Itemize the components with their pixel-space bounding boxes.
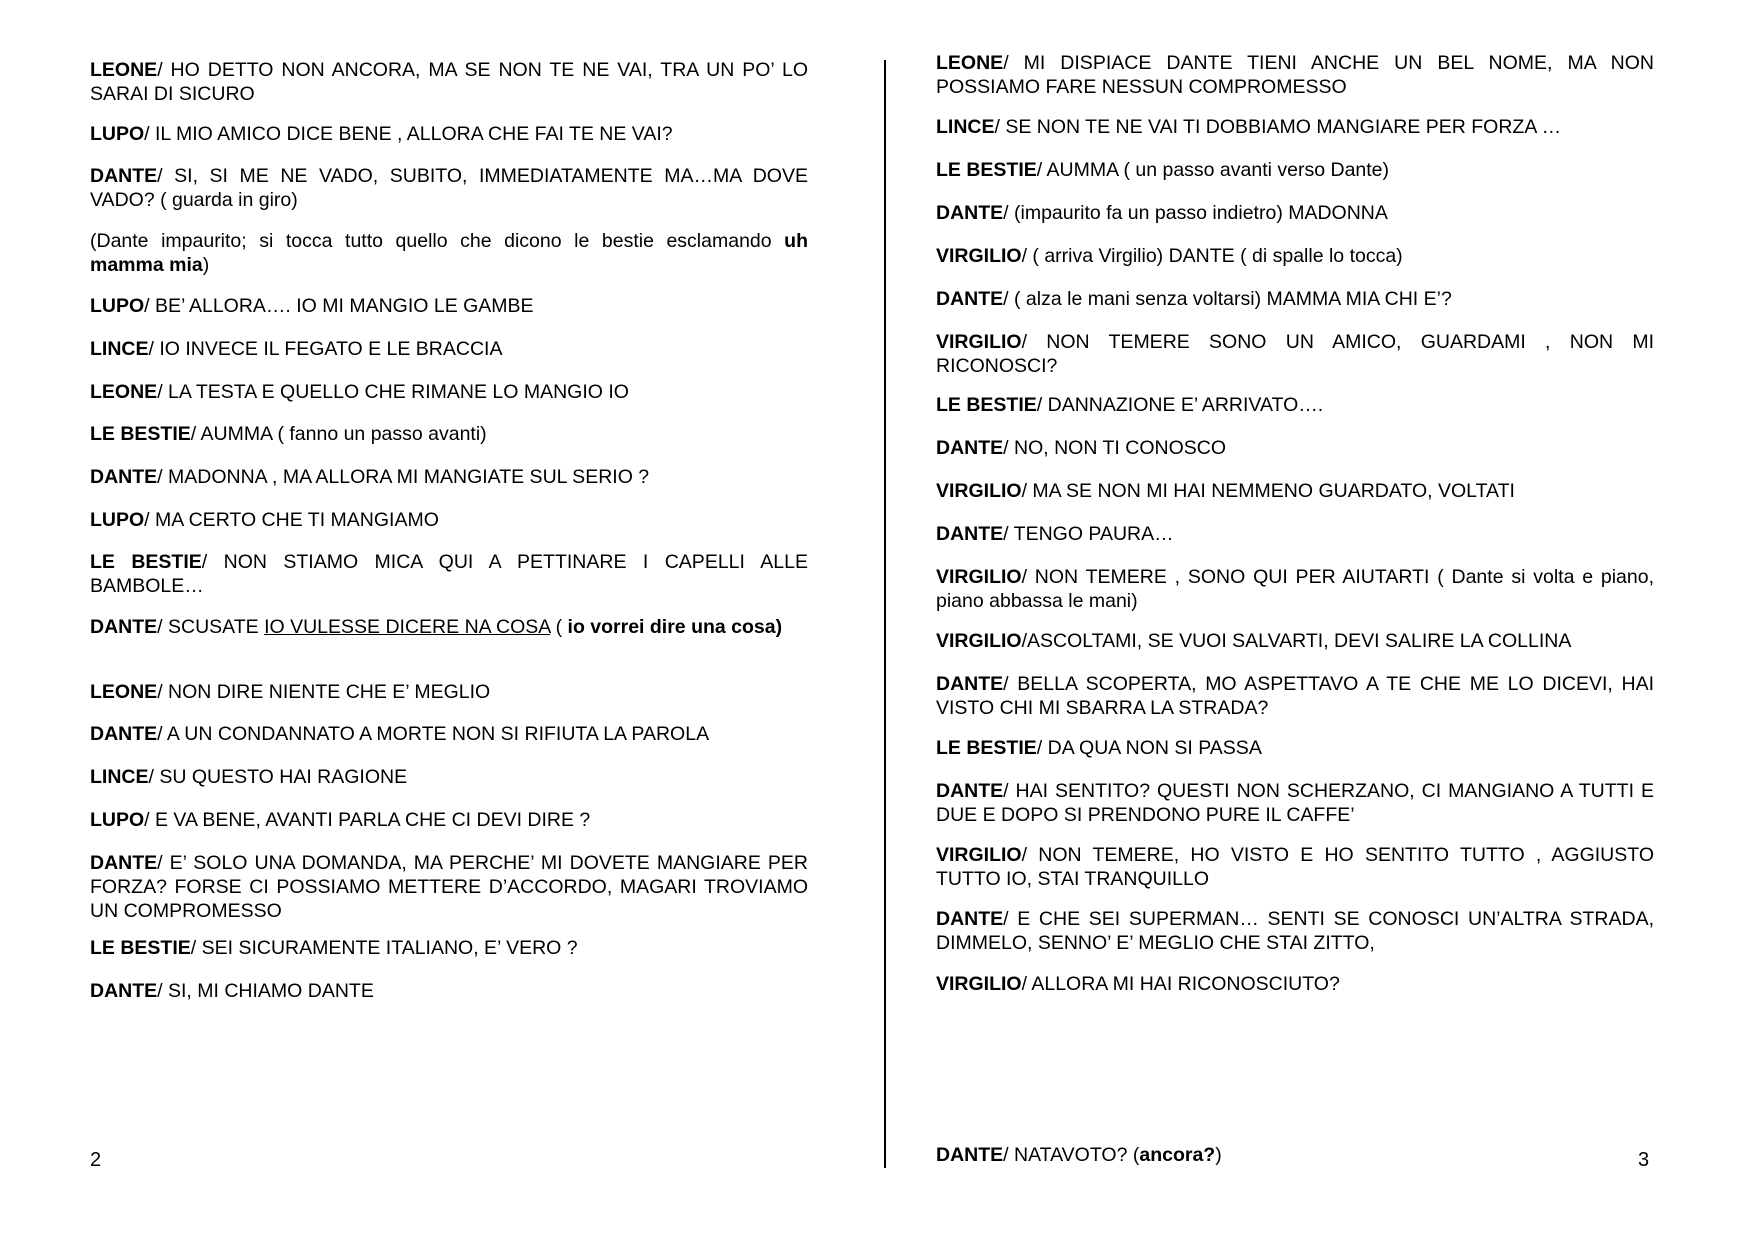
dialogue-line [90,465,808,489]
dialogue-text: / NATAVOTO? ( [1003,1144,1140,1166]
dialogue-line [936,287,1654,311]
dialogue-line [90,615,808,639]
speaker-name: LE BESTIE [936,159,1037,181]
dialogue-text: / BE’ ALLORA…. IO MI MANGIO LE GAMBE [144,295,534,317]
dialogue-text: / A UN CONDANNATO A MORTE NON SI RIFIUTA LA PAROLA [157,723,710,745]
dialogue-text: / TENGO PAURA… [1003,523,1174,545]
speaker-name: LE BESTIE [90,937,191,959]
speaker-name: LE BESTIE [90,551,202,573]
dialogue-line [936,565,1654,613]
dialogue-text: / ALLORA MI HAI RICONOSCIUTO? [1021,973,1340,995]
dialogue-line [936,51,1654,99]
dialogue-line [90,936,808,960]
dialogue-text: / BELLA SCOPERTA, MO ASPETTAVO A TE CHE ME LO DICEVI, HAI VISTO CHI MI SBARRA LA STRADA? [936,673,1654,719]
dialogue-text: / DA QUA NON SI PASSA [1036,737,1262,759]
speaker-name: DANTE [90,723,158,745]
dialogue-line [90,722,808,746]
page-divider [884,60,886,1168]
dialogue-line [90,122,808,146]
speaker-name: DANTE [90,165,158,187]
dialogue-line [936,393,1654,417]
dialogue-text: / ( arriva Virgilio) DANTE ( di spalle lo tocca) [1021,245,1403,267]
speaker-name: DANTE [90,466,158,488]
dialogue-text: / E CHE SEI SUPERMAN… SENTI SE CONOSCI UN’ALTRA STRADA, DIMMELO, SENNO’ E’ MEGLIO CHE STAI ZITTO, [936,908,1654,954]
speaker-name: VIRGILIO [936,480,1022,502]
dialogue-text-mid: ( [550,616,568,638]
dialogue-text: / NON TEMERE SONO UN AMICO, GUARDAMI , NON MI RICONOSCI? [936,331,1654,377]
dialogue-text: / DANNAZIONE E’ ARRIVATO…. [1036,394,1324,416]
speaker-name: DANTE [936,437,1004,459]
stage-direction-end: ) [202,254,210,276]
stage-direction-bold: uh mamma mia [90,230,808,276]
dialogue-line [936,907,1654,955]
dialogue-line [936,736,1654,760]
dialogue-line [936,1143,1654,1167]
dialogue-line [90,680,808,704]
dialogue-line [936,672,1654,720]
speaker-name: DANTE [90,980,158,1002]
speaker-name: DANTE [936,202,1004,224]
dialogue-line [936,115,1654,139]
speaker-name: DANTE [90,852,158,874]
dialogue-line [90,58,808,106]
dialogue-text: / ( alza le mani senza voltarsi) MAMMA MIA CHI E’? [1003,288,1452,310]
dialogue-line [90,294,808,318]
dialogue-line [936,972,1654,996]
dialogue-text: / E’ SOLO UNA DOMANDA, MA PERCHE’ MI DOVETE MANGIARE PER FORZA? FORSE CI POSSIAMO METTERE D’ACCORDO, MAGARI TROVIAMO UN COMPROMESSO [90,852,808,922]
dialogue-text: / MADONNA , MA ALLORA MI MANGIATE SUL SERIO ? [157,466,650,488]
stage-direction [90,229,808,277]
speaker-name: VIRGILIO [936,973,1022,995]
dialogue-line [90,808,808,832]
page-number-right: 3 [1638,1149,1650,1171]
speaker-name: LUPO [90,809,145,831]
dialogue-text: / NON DIRE NIENTE CHE E’ MEGLIO [157,681,491,703]
dialogue-text: / NO, NON TI CONOSCO [1003,437,1226,459]
speaker-name: LE BESTIE [936,394,1037,416]
dialogue-line [90,765,808,789]
dialogue-line [90,337,808,361]
dialect-underlined-text: IO VULESSE DICERE NA COSA [264,616,551,638]
speaker-name: DANTE [936,523,1004,545]
dialogue-line [90,851,808,923]
dialogue-text: / LA TESTA E QUELLO CHE RIMANE LO MANGIO IO [157,381,629,403]
dialogue-text: / (impaurito fa un passo indietro) MADONNA [1003,202,1388,224]
dialogue-text: / NON STIAMO MICA QUI A PETTINARE I CAPELLI ALLE BAMBOLE… [90,551,808,597]
dialogue-text: / AUMMA ( un passo avanti verso Dante) [1036,159,1390,181]
dialogue-line [90,380,808,404]
dialogue-text: / NON TEMERE , SONO QUI PER AIUTARTI ( Dante si volta e piano, piano abbassa le mani) [936,566,1654,612]
dialogue-line [936,843,1654,891]
dialogue-text: / SE NON TE NE VAI TI DOBBIAMO MANGIARE PER FORZA … [994,116,1562,138]
speaker-name: DANTE [936,908,1004,930]
speaker-name: VIRGILIO [936,245,1022,267]
speaker-name: LEONE [936,52,1004,74]
dialogue-text: / MA SE NON MI HAI NEMMENO GUARDATO, VOLTATI [1021,480,1515,502]
dialogue-line [936,330,1654,378]
dialogue-text: / MA CERTO CHE TI MANGIAMO [144,509,439,531]
speaker-name: VIRGILIO [936,331,1022,353]
speaker-name: LINCE [936,116,995,138]
dialogue-text: / SEI SICURAMENTE ITALIANO, E’ VERO ? [190,937,578,959]
speaker-name: LUPO [90,295,145,317]
speaker-name: DANTE [936,288,1004,310]
dialogue-line [90,979,808,1003]
dialogue-text: /ASCOLTAMI, SE VUOI SALVARTI, DEVI SALIRE LA COLLINA [1021,630,1572,652]
speaker-name: LEONE [90,59,158,81]
dialogue-text: / E VA BENE, AVANTI PARLA CHE CI DEVI DIRE ? [144,809,591,831]
dialogue-text: / IO INVECE IL FEGATO E LE BRACCIA [148,338,503,360]
dialogue-line [936,244,1654,268]
speaker-name: LEONE [90,681,158,703]
speaker-name: VIRGILIO [936,630,1022,652]
dialogue-text: / HAI SENTITO? QUESTI NON SCHERZANO, CI MANGIANO A TUTTI E DUE E DOPO SI PRENDONO PURE IL CAFFE’ [936,780,1654,826]
dialogue-bold-text: ancora? [1139,1144,1216,1166]
speaker-name: LINCE [90,766,149,788]
left-page [90,0,808,1240]
translation-bold-text: io vorrei dire una cosa) [567,616,783,638]
dialogue-line [936,779,1654,827]
dialogue-line [90,508,808,532]
speaker-name: LINCE [90,338,149,360]
speaker-name: DANTE [936,673,1004,695]
dialogue-text: / NON TEMERE, HO VISTO E HO SENTITO TUTTO , AGGIUSTO TUTTO IO, STAI TRANQUILLO [936,844,1654,890]
speaker-name: VIRGILIO [936,844,1022,866]
speaker-name: DANTE [936,780,1004,802]
stage-direction-text: (Dante impaurito; si tocca tutto quello che dicono le bestie esclamando [90,230,785,252]
dialogue-line [90,422,808,446]
speaker-name: DANTE [936,1144,1004,1166]
speaker-name: VIRGILIO [936,566,1022,588]
dialogue-text: / IL MIO AMICO DICE BENE , ALLORA CHE FAI TE NE VAI? [144,123,673,145]
speaker-name: LE BESTIE [90,423,191,445]
dialogue-text: / SI, MI CHIAMO DANTE [157,980,374,1002]
dialogue-line [936,629,1654,653]
page-number-left: 2 [90,1149,102,1171]
dialogue-line [936,158,1654,182]
dialogue-text: / HO DETTO NON ANCORA, MA SE NON TE NE VAI, TRA UN PO’ LO SARAI DI SICURO [90,59,808,105]
dialogue-line [936,479,1654,503]
dialogue-text: / SCUSATE [157,616,265,638]
dialogue-text: / MI DISPIACE DANTE TIENI ANCHE UN BEL NOME, MA NON POSSIAMO FARE NESSUN COMPROMESSO [936,52,1654,98]
dialogue-line [90,164,808,212]
dialogue-text-end: ) [1215,1144,1222,1166]
dialogue-line [936,436,1654,460]
speaker-name: LUPO [90,509,145,531]
dialogue-text: / SI, SI ME NE VADO, SUBITO, IMMEDIATAMENTE MA…MA DOVE VADO? ( guarda in giro) [90,165,808,211]
speaker-name: DANTE [90,616,158,638]
right-page [936,0,1654,1240]
speaker-name: LEONE [90,381,158,403]
dialogue-line [90,550,808,598]
dialogue-text: / SU QUESTO HAI RAGIONE [148,766,408,788]
dialogue-line [936,522,1654,546]
speaker-name: LUPO [90,123,145,145]
dialogue-text: / AUMMA ( fanno un passo avanti) [190,423,487,445]
dialogue-line [936,201,1654,225]
speaker-name: LE BESTIE [936,737,1037,759]
